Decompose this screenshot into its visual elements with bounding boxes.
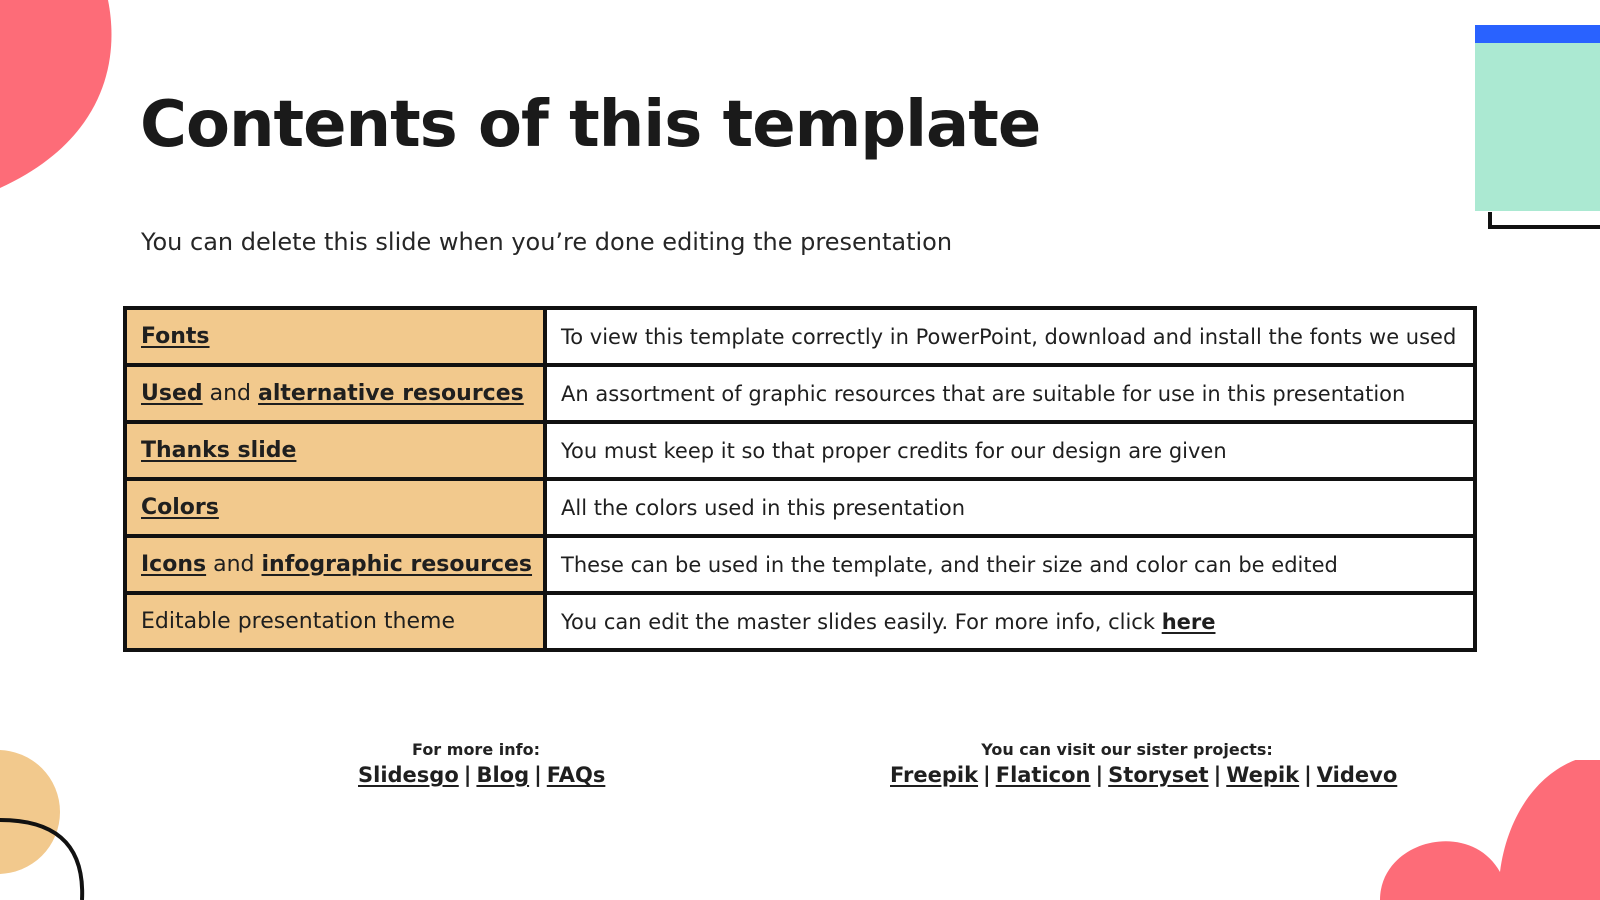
row-topic-link-alternative-resources[interactable]: alternative resources [258,381,524,406]
row-topic-link-used[interactable]: Used [141,381,203,406]
row-topic-cell [125,479,545,536]
row-description-link-here[interactable]: here [1161,609,1216,634]
peach-circle-bottom-left [0,740,100,900]
table-row [125,308,1475,365]
row-topic-cell [125,365,545,422]
row-topic-link-colors[interactable]: Colors [141,495,219,520]
slide-subtitle: You can delete this slide when you’re done editing the presentation [141,228,953,256]
footer-sister-title: You can visit our sister projects: [981,740,1273,759]
row-description-text: These can be used in the template, and their size and color can be edited [561,552,1338,577]
link-separator: | [1095,763,1104,787]
footer-link-videvo[interactable]: Videvo [1316,763,1398,787]
row-topic-text: and [206,552,262,577]
row-description-cell [545,536,1475,593]
row-description-text: To view this template correctly in PowerPoint, download and install the fonts we used [561,324,1457,349]
table-row [125,536,1475,593]
row-description-cell [545,308,1475,365]
footer-info-links [358,763,606,787]
row-topic-cell [125,422,545,479]
table-row [125,422,1475,479]
table-row [125,593,1475,650]
footer-link-storyset[interactable]: Storyset [1108,763,1209,787]
row-topic-text: Editable presentation theme [141,609,456,634]
slide-title: Contents of this template [140,88,1041,162]
row-description-cell [545,593,1475,650]
footer-more-info [358,740,606,787]
row-description-cell [545,365,1475,422]
row-description-text: You can edit the master slides easily. For more info, click [561,609,1162,634]
link-separator: | [983,763,991,787]
row-topic-link-infographic-resources[interactable]: infographic resources [261,552,533,577]
link-separator: | [1304,763,1312,787]
row-topic-cell [125,308,545,365]
table-row [125,365,1475,422]
footer-info-title: For more info: [412,740,540,759]
row-description-text: All the colors used in this presentation [561,495,966,520]
mint-card-top-right [1470,20,1600,235]
row-topic-cell [125,593,545,650]
table-row [125,479,1475,536]
link-separator: | [463,763,472,787]
row-topic-link-thanks-slide[interactable]: Thanks slide [141,438,297,463]
row-description-text: An assortment of graphic resources that are suitable for use in this presentation [561,381,1406,406]
row-description-text: You must keep it so that proper credits for our design are given [561,438,1227,463]
contents-table [123,306,1477,652]
coral-blob-top-left [0,0,120,200]
row-topic-link-icons[interactable]: Icons [141,552,207,577]
footer-link-freepik[interactable]: Freepik [890,763,979,787]
footer-link-flaticon[interactable]: Flaticon [995,763,1091,787]
footer-link-slidesgo[interactable]: Slidesgo [358,763,459,787]
row-topic-text: and [202,381,259,406]
footer-sister-projects [890,740,1398,787]
coral-heart-bottom-right [1380,760,1600,900]
footer-link-faqs[interactable]: FAQs [546,763,606,787]
link-separator: | [1213,763,1222,787]
row-topic-cell [125,536,545,593]
link-separator: | [534,763,542,787]
row-description-cell [545,422,1475,479]
footer-link-blog[interactable]: Blog [476,763,530,787]
footer-link-wepik[interactable]: Wepik [1226,763,1300,787]
row-topic-link-fonts[interactable]: Fonts [141,324,210,349]
row-description-cell [545,479,1475,536]
footer-sister-links [890,763,1398,787]
